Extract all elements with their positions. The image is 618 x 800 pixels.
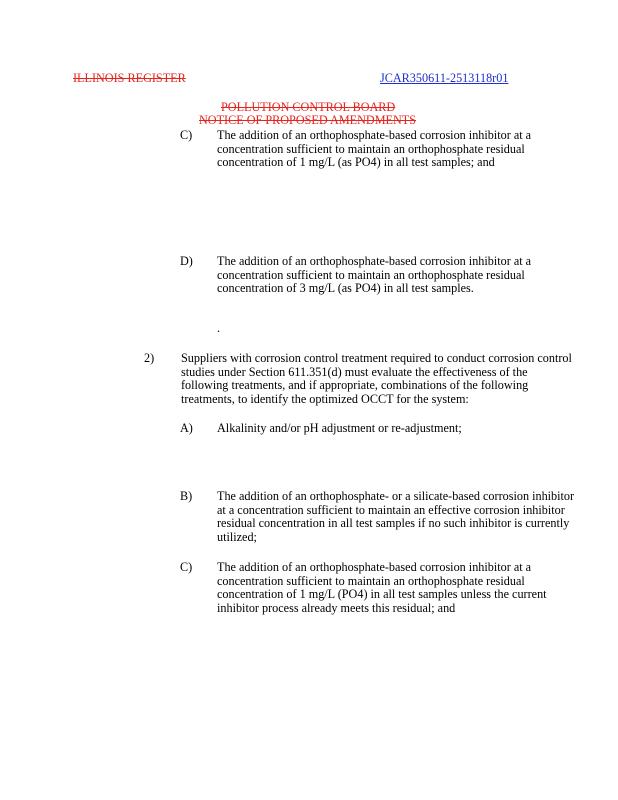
section-2-text: Suppliers with corrosion control treatment required to conduct corrosion control studies under Section 611.351(d) must evaluate the effectiveness of the following treatments, and if appropriate, combinations of the following treatments, to identify the optimized OCCT for the system: xyxy=(181,351,572,406)
stray-dot: . xyxy=(217,321,221,335)
register-header: ILLINOIS REGISTER xyxy=(73,71,186,85)
document-id-link[interactable]: JCAR350611-2513118r01 xyxy=(380,71,509,85)
agency-title: POLLUTION CONTROL BOARD xyxy=(221,100,396,114)
item-label-c: C) xyxy=(180,128,193,142)
item-text-b: The addition of an orthophosphate- or a silicate-based corrosion inhibitor at a concentration sufficient to maintain an effective corrosion inhibitor residual concentration in all test samples if no such inhibitor is currently utilized; xyxy=(217,489,575,544)
item-text-d: The addition of an orthophosphate-based corrosion inhibitor at a concentration sufficient to maintain an orthophosphate residual concentration of 3 mg/L (as PO4) in all test samples. xyxy=(217,254,532,296)
item-label-d: D) xyxy=(180,254,193,268)
notice-subtitle: NOTICE OF PROPOSED AMENDMENTS xyxy=(199,113,417,127)
item-label-b: B) xyxy=(180,489,193,503)
item-label-c2: C) xyxy=(180,560,193,574)
item-text-a: Alkalinity and/or pH adjustment or re-adjustment; xyxy=(217,421,462,435)
item-label-a: A) xyxy=(180,421,193,435)
item-text-c: The addition of an orthophosphate-based corrosion inhibitor at a concentration sufficient to maintain an orthophosphate residual concentration of 1 mg/L (as PO4) in all test samples; and xyxy=(217,128,532,170)
item-text-c2: The addition of an orthophosphate-based corrosion inhibitor at a concentration sufficient to maintain an orthophosphate residual concentration of 1 mg/L (PO4) in all test samples unless the current inhibitor process already meets this residual; and xyxy=(217,560,547,615)
section-2-label: 2) xyxy=(144,351,155,365)
